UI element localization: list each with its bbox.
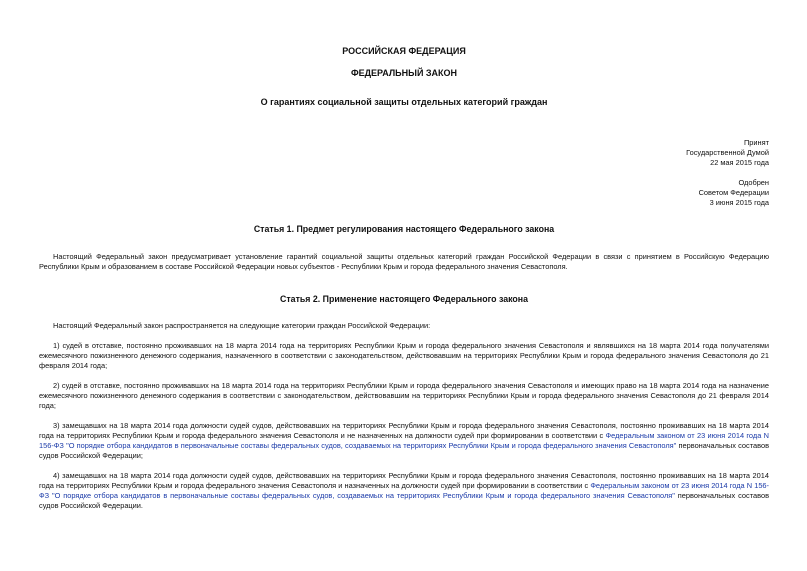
approved-label: Одобрен — [738, 178, 769, 187]
federal-law-156-link[interactable]: Федеральным законом от 23 июня 2014 года N 156-ФЗ "О порядке отбора кандидатов в первоначальные составы федеральных судов, создаваемых на территориях Республики Крым и города федерального значения Севастополя" — [39, 431, 769, 450]
article-2-item-3 — [39, 421, 769, 461]
item-3-text-after: первоначальных составов судов Российской Федерации; — [39, 441, 769, 460]
approved-by-federation-council-block — [39, 178, 769, 208]
article-1-heading: Статья 1. Предмет регулирования настоящего Федерального закона — [253, 224, 555, 234]
article-1-paragraph: Настоящий Федеральный закон предусматривает установление гарантий социальной защиты отдельных категорий граждан Российской Федерации в связи с принятием в Российскую Федерацию Республики Крым и образованием в составе Российской Федерации новых субъектов - Республики Крым и города федерального значения Севастополя. — [39, 252, 769, 271]
law-title: О гарантиях социальной защиты отдельных категорий граждан — [260, 97, 548, 107]
item-4-text-before: 4) замещавших на 18 марта 2014 года должности судей судов, действовавших на территориях Республики Крым и города федерального значения Севастополя, постоянно проживавших на 18 марта 2014 года на территориях Республики Крым и города федерального значения Севастополя и назначенных на должности судей при формировании в соответствии с — [39, 471, 769, 490]
approved-date: 3 июня 2015 года — [709, 198, 769, 207]
adopted-date: 22 мая 2015 года — [710, 158, 769, 167]
article-2-heading: Статья 2. Применение настоящего Федерального закона — [280, 294, 528, 304]
adopted-body: Государственной Думой — [686, 148, 769, 157]
item-4-text-after: первоначальных составов судов Российской Федерации. — [39, 491, 769, 510]
adopted-label: Принят — [743, 138, 769, 147]
article-2-intro: Настоящий Федеральный закон распространяется на следующие категории граждан Российской Федерации: — [53, 321, 431, 330]
article-2-item-2: 2) судей в отставке, постоянно проживавших на 18 марта 2014 года на территориях Республики Крым и города федерального значения Севастополя и имеющих право на 18 марта 2014 года на назначение ежемесячного пожизненного денежного содержания в соответствии с законодательством, действовавшим на территориях Республики Крым и города федерального значения Севастополя до 21 февраля 2014 года; — [39, 381, 769, 410]
law-type-heading: ФЕДЕРАЛЬНЫЙ ЗАКОН — [350, 68, 458, 78]
item-3-text-before: 3) замещавших на 18 марта 2014 года должности судей судов, действовавших на территориях Республики Крым и города федерального значения Севастополя, постоянно проживавших на 18 марта 2014 года на территориях Республики Крым и города федерального значения Севастополя и не назначенных на должности судей при формировании в соответствии с — [39, 421, 769, 440]
adopted-by-duma-block — [39, 138, 769, 168]
article-2-item-1: 1) судей в отставке, постоянно проживавших на 18 марта 2014 года на территориях Республики Крым и города федерального значения Севастополя и являвшихся на 18 марта 2014 года получателями ежемесячного пожизненного денежного содержания, назначенного в соответствии с законодательством, действовавшим на территориях Республики Крым и города федерального значения Севастополя до 21 февраля 2014 года; — [39, 341, 769, 370]
country-heading: РОССИЙСКАЯ ФЕДЕРАЦИЯ — [342, 46, 466, 56]
federal-law-156-link[interactable]: Федеральным законом от 23 июня 2014 года N 156-ФЗ "О порядке отбора кандидатов в первоначальные составы федеральных судов, создаваемых на территориях Республики Крым и города федерального значения Севастополя" — [39, 481, 769, 500]
article-2-item-4 — [39, 471, 769, 511]
approved-body: Советом Федерации — [698, 188, 769, 197]
